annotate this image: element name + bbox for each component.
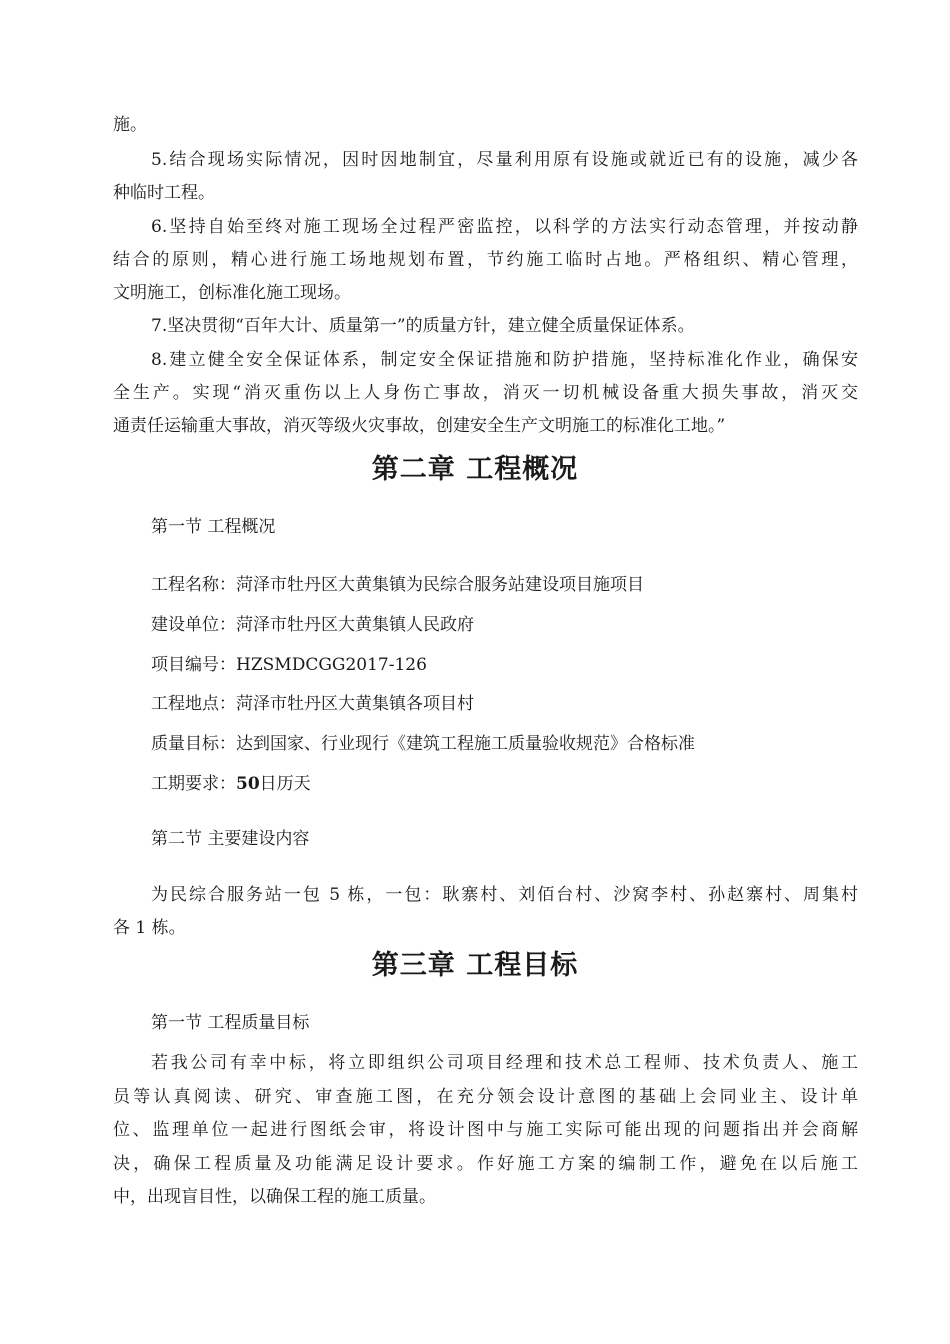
info-value: 菏泽市牡丹区大黄集镇人民政府 <box>236 615 474 635</box>
info-label: 工程名称： <box>151 575 236 595</box>
info-label: 质量目标： <box>151 734 236 754</box>
paragraph-line: 决，确保工程质量及功能满足设计要求。作好施工方案的编制工作，避免在以后施工 <box>113 1154 858 1174</box>
info-period-unit: 日历天 <box>259 774 311 794</box>
paragraph-line: 6.坚持自始至终对施工现场全过程严密监控，以科学的方法实行动态管理，并按动静 <box>151 217 858 237</box>
paragraph-line: 文明施工，创标准化施工现场。 <box>113 283 351 303</box>
paragraph-line: 为民综合服务站一包 5 栋，一包：耿寨村、刘佰台村、沙窝李村、孙赵寨村、周集村 <box>151 885 858 905</box>
paragraph-line: 7.坚决贯彻“百年大计、质量第一”的质量方针，建立健全质量保证体系。 <box>151 316 695 336</box>
info-site <box>151 694 474 714</box>
section-title: 第一节 工程质量目标 <box>151 1013 310 1033</box>
info-value: 达到国家、行业现行《建筑工程施工质量验收规范》合格标准 <box>236 734 695 754</box>
paragraph-line: 员等认真阅读、研究、审查施工图，在充分领会设计意图的基础上会同业主、设计单 <box>113 1087 858 1107</box>
paragraph-line: 8.建立健全安全保证体系，制定安全保证措施和防护措施，坚持标准化作业，确保安 <box>151 350 858 370</box>
paragraph-line: 通责任运输重大事故，消灭等级火灾事故，创建安全生产文明施工的标准化工地。” <box>113 416 726 436</box>
info-value: 菏泽市牡丹区大黄集镇为民综合服务站建设项目施项目 <box>236 575 644 595</box>
info-label: 工期要求： <box>151 774 236 794</box>
info-quality <box>151 734 695 754</box>
chapter-title: 第三章 工程目标 <box>371 950 579 981</box>
chapter-title: 第二章 工程概况 <box>371 454 579 485</box>
section-title: 第一节 工程概况 <box>151 517 276 537</box>
paragraph-line: 结合的原则，精心进行施工场地规划布置，节约施工临时占地。严格组织、精心管理， <box>113 250 858 270</box>
paragraph-line: 种临时工程。 <box>113 183 215 203</box>
paragraph-line: 施。 <box>113 115 147 135</box>
info-value: HZSMDCGG2017-126 <box>236 655 427 675</box>
info-project-code <box>151 655 427 675</box>
paragraph-line: 中，出现盲目性，以确保工程的施工质量。 <box>113 1187 436 1207</box>
paragraph-line: 5.结合现场实际情况，因时因地制宜，尽量利用原有设施或就近已有的设施，减少各 <box>151 150 858 170</box>
info-owner <box>151 615 474 635</box>
info-label: 建设单位： <box>151 615 236 635</box>
paragraph-line: 位、监理单位一起进行图纸会审，将设计图中与施工实际可能出现的问题指出并会商解 <box>113 1120 858 1140</box>
section-title: 第二节 主要建设内容 <box>151 829 310 849</box>
info-project-name <box>151 575 644 595</box>
paragraph-line: 各 1 栋。 <box>113 918 186 938</box>
paragraph-line: 若我公司有幸中标，将立即组织公司项目经理和技术总工程师、技术负责人、施工 <box>151 1053 858 1073</box>
info-value: 菏泽市牡丹区大黄集镇各项目村 <box>236 694 474 714</box>
info-period-number: 50 <box>236 774 260 794</box>
info-period <box>151 774 311 794</box>
info-label: 项目编号： <box>151 655 236 675</box>
info-label: 工程地点： <box>151 694 236 714</box>
paragraph-line: 全生产。实现“消灭重伤以上人身伤亡事故，消灭一切机械设备重大损失事故，消灭交 <box>113 383 858 403</box>
